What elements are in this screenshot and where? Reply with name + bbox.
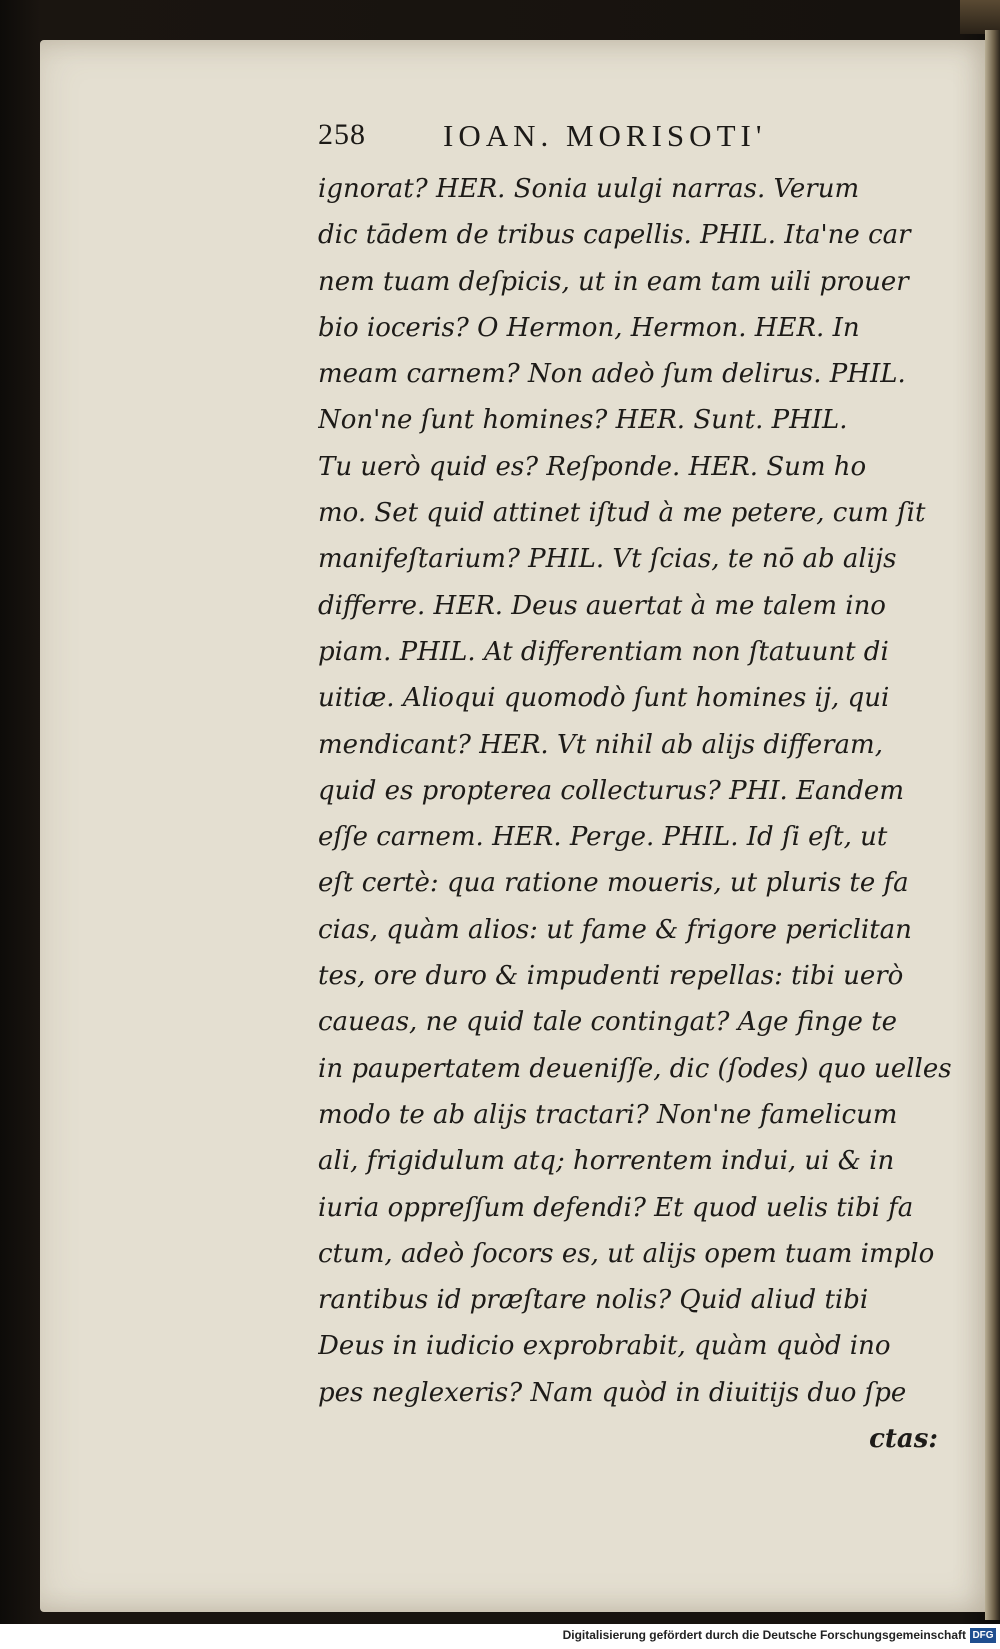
- text-line: nem tuam deſpicis, ut in eam tam uili prouer: [318, 266, 909, 297]
- text-line: pes neglexeris? Nam quòd in diuitijs duo ſpe: [318, 1377, 907, 1408]
- page-number: 258: [318, 118, 366, 151]
- text-line: ctum, adeò ſocors es, ut alijs opem tuam implo: [318, 1238, 935, 1269]
- text-line: caueas, ne quid tale contingat? Age finge te: [318, 1007, 898, 1038]
- text-line: rantibus id præſtare nolis? Quid aliud tibi: [318, 1285, 869, 1316]
- text-line: ali, frigidulum atq; horrentem indui, ui & in: [318, 1146, 895, 1177]
- text-line: differre. HER. Deus auertat à me talem ino: [318, 590, 886, 621]
- text-line: cias, quàm alios: ut fame & frigore periclitan: [318, 914, 912, 945]
- text-block: [318, 166, 958, 1462]
- text-line: iuria oppreſſum defendi? Et quod uelis tibi fa: [318, 1192, 914, 1223]
- book-edge-right: [985, 30, 1000, 1620]
- text-line: tes, ore duro & impudenti repellas: tibi uerò: [318, 961, 904, 992]
- text-line: modo te ab alijs tractari? Non'ne famelicum: [318, 1099, 898, 1130]
- text-line: ignorat? HER. Sonia uulgi narras. Verum: [318, 174, 860, 204]
- text-line: quid es propterea collecturus? PHI. Eandem: [318, 775, 904, 806]
- text-line: manifeſtarium? PHIL. Vt ſcias, te nō ab alijs: [318, 544, 897, 575]
- text-line: Tu uerò quid es? Reſponde. HER. Sum ho: [318, 451, 867, 482]
- text-line: Non'ne ſunt homines? HER. Sunt. PHIL.: [318, 405, 848, 436]
- text-line: eſt certè: qua ratione moueris, ut pluris te fa: [318, 868, 909, 899]
- text-line: piam. PHIL. At differentiam non ſtatuunt di: [318, 636, 889, 667]
- running-head: IOAN. MORISOTI': [443, 118, 767, 153]
- text-line: bio ioceris? O Hermon, Hermon. HER. In: [318, 312, 860, 343]
- text-line: eſſe carnem. HER. Perge. PHIL. Id ſi eſt, ut: [318, 822, 888, 853]
- text-line: in paupertatem deueniſſe, dic (ſodes) quo uelles: [318, 1053, 952, 1084]
- text-line: Deus in iudicio exprobrabit, quàm quòd ino: [318, 1331, 891, 1362]
- text-line: dic tādem de tribus capellis. PHIL. Ita'ne car: [318, 220, 911, 251]
- dfg-logo-icon: DFG: [970, 1628, 996, 1643]
- text-line: meam carnem? Non adeò ſum delirus. PHIL.: [318, 359, 906, 390]
- footer-bar: [0, 1624, 1000, 1649]
- text-line: mendicant? HER. Vt nihil ab alijs differam,: [318, 729, 883, 760]
- catchword: ctas:: [869, 1424, 938, 1455]
- text-line: uitiæ. Alioqui quomodò ſunt homines ij, qui: [318, 683, 890, 714]
- funding-credit: Digitalisierung gefördert durch die Deutsche Forschungsgemeinschaft: [562, 1628, 966, 1642]
- page-header: [318, 118, 878, 162]
- book-edge-top: [960, 0, 1000, 34]
- text-line: mo. Set quid attinet iſtud à me petere, cum ſit: [318, 498, 926, 529]
